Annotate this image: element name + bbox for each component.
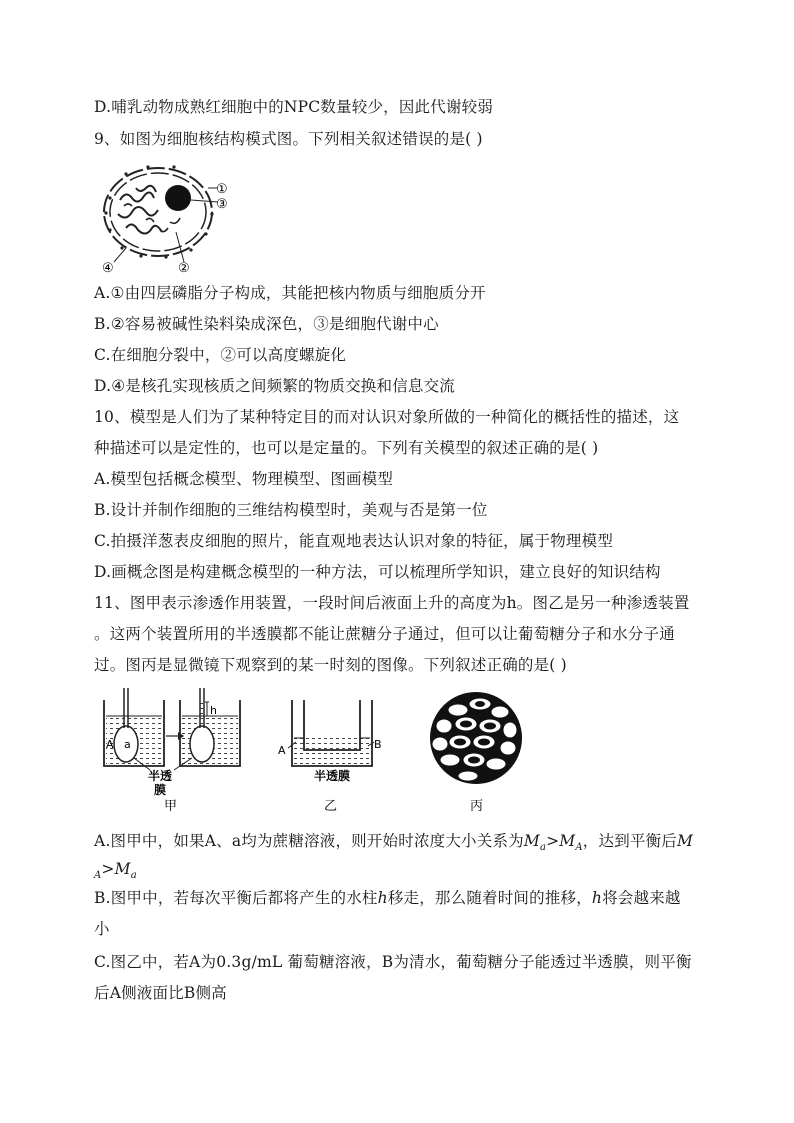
q11-option-a-text2: ，达到平衡后: [582, 832, 677, 850]
nucleus-diagram: [96, 158, 246, 276]
q11-option-a-gt2: >: [101, 860, 115, 878]
q10-option-a: A.模型包括概念模型、物理模型、图画模型: [94, 470, 394, 488]
q9-option-b: B.②容易被碱性染料染成深色，③是细胞代谢中心: [94, 315, 439, 333]
q10-stem-line1: 10、模型是人们为了某种特定目的而对认识对象所做的一种简化的概括性的描述，这: [94, 408, 680, 426]
q11-option-a-sub-A: A: [575, 842, 583, 854]
q8-option-d: D.哺乳动物成熟红细胞中的NPC数量较少，因此代谢较弱: [94, 98, 494, 116]
q10-stem-line2: 种描述可以是定性的，也可以是定量的。下列有关模型的叙述正确的是( ): [94, 439, 599, 457]
q10-option-b: B.设计并制作细胞的三维结构模型时，美观与否是第一位: [94, 501, 488, 519]
fig-jia-A: A: [106, 738, 114, 751]
fig-yi-membrane: 半透膜: [314, 769, 351, 783]
fig-yi-B: B: [374, 738, 382, 751]
figure-bing: [422, 690, 532, 816]
fig-yi-A: A: [278, 744, 286, 757]
label-1: ①: [216, 182, 228, 197]
q11-option-b-text3: 将会越来越: [602, 889, 681, 907]
q11-option-a-var-M: M: [677, 832, 694, 850]
q10-option-d: D.画概念图是构建概念模型的一种方法，可以梳理所学知识，建立良好的知识结构: [94, 563, 661, 581]
label-4: ④: [102, 261, 114, 276]
figure-yi: [276, 686, 386, 816]
q9-stem: 9、如图为细胞核结构模式图。下列相关叙述错误的是( ): [94, 130, 483, 148]
fig-jia-caption: 甲: [164, 799, 178, 814]
q10-option-c: C.拍摄洋葱表皮细胞的照片，能直观地表达认识对象的特征，属于物理模型: [94, 532, 614, 550]
q11-option-a-line2-sub-A: A: [94, 870, 102, 882]
figure-jia: [98, 686, 244, 816]
fig-yi-caption: 乙: [324, 799, 338, 814]
q11-option-a-sub-a: a: [539, 842, 547, 854]
q11-option-b-text2: 移走，那么随着时间的推移，: [387, 889, 592, 907]
q11-option-a-gt: >: [546, 832, 560, 850]
q11-option-a-var-MA: M: [559, 832, 576, 850]
fig-jia-a: a: [124, 738, 131, 751]
q11-option-a-sub-a2: a: [130, 870, 137, 882]
q11-option-c-line1: C.图乙中，若A为0.3g/mL 葡萄糖溶液，B为清水，葡萄糖分子能透过半透膜，则平衡: [94, 953, 692, 971]
q11-stem-line2: 。这两个装置所用的半透膜都不能让蔗糖分子通过，但可以让葡萄糖分子和水分子通: [94, 625, 675, 643]
q11-option-b-line2: 小: [94, 920, 110, 938]
q11-option-a-text1: A.图甲中，如果A、a均为蔗糖溶液，则开始时浓度大小关系为: [94, 832, 524, 850]
q9-option-d: D.④是核孔实现核质之间频繁的物质交换和信息交流: [94, 377, 455, 395]
fig-bing-caption: 丙: [470, 799, 484, 814]
label-3: ③: [216, 197, 228, 212]
q11-option-a-var-Ma: M: [523, 832, 540, 850]
fig-jia-h: h: [210, 704, 217, 717]
q11-stem-line1: 11、图甲表示渗透作用装置，一段时间后液面上升的高度为h。图乙是另一种渗透装置: [94, 594, 690, 612]
q11-option-a-line1: [94, 830, 693, 859]
q11-option-a-line2: [94, 858, 137, 887]
q11-option-b-var-h: h: [377, 889, 388, 907]
q11-option-c-line2: 后A侧液面比B侧高: [94, 984, 227, 1002]
label-2: ②: [178, 261, 190, 276]
q11-option-b-text1: B.图甲中，若每次平衡后都将产生的水柱: [94, 889, 378, 907]
q11-option-a-var-M3: M: [114, 860, 131, 878]
q11-option-b-var-h2: h: [591, 889, 603, 907]
fig-jia-membrane-2: 膜: [154, 783, 167, 797]
fig-jia-membrane-1: 半透: [148, 769, 173, 783]
q9-option-c: C.在细胞分裂中，②可以高度螺旋化: [94, 346, 347, 364]
q11-option-b-line1: [94, 887, 681, 909]
q11-stem-line3: 过。图丙是显微镜下观察到的某一时刻的图像。下列叙述正确的是( ): [94, 656, 567, 674]
q9-option-a: A.①由四层磷脂分子构成，其能把核内物质与细胞质分开: [94, 284, 486, 302]
